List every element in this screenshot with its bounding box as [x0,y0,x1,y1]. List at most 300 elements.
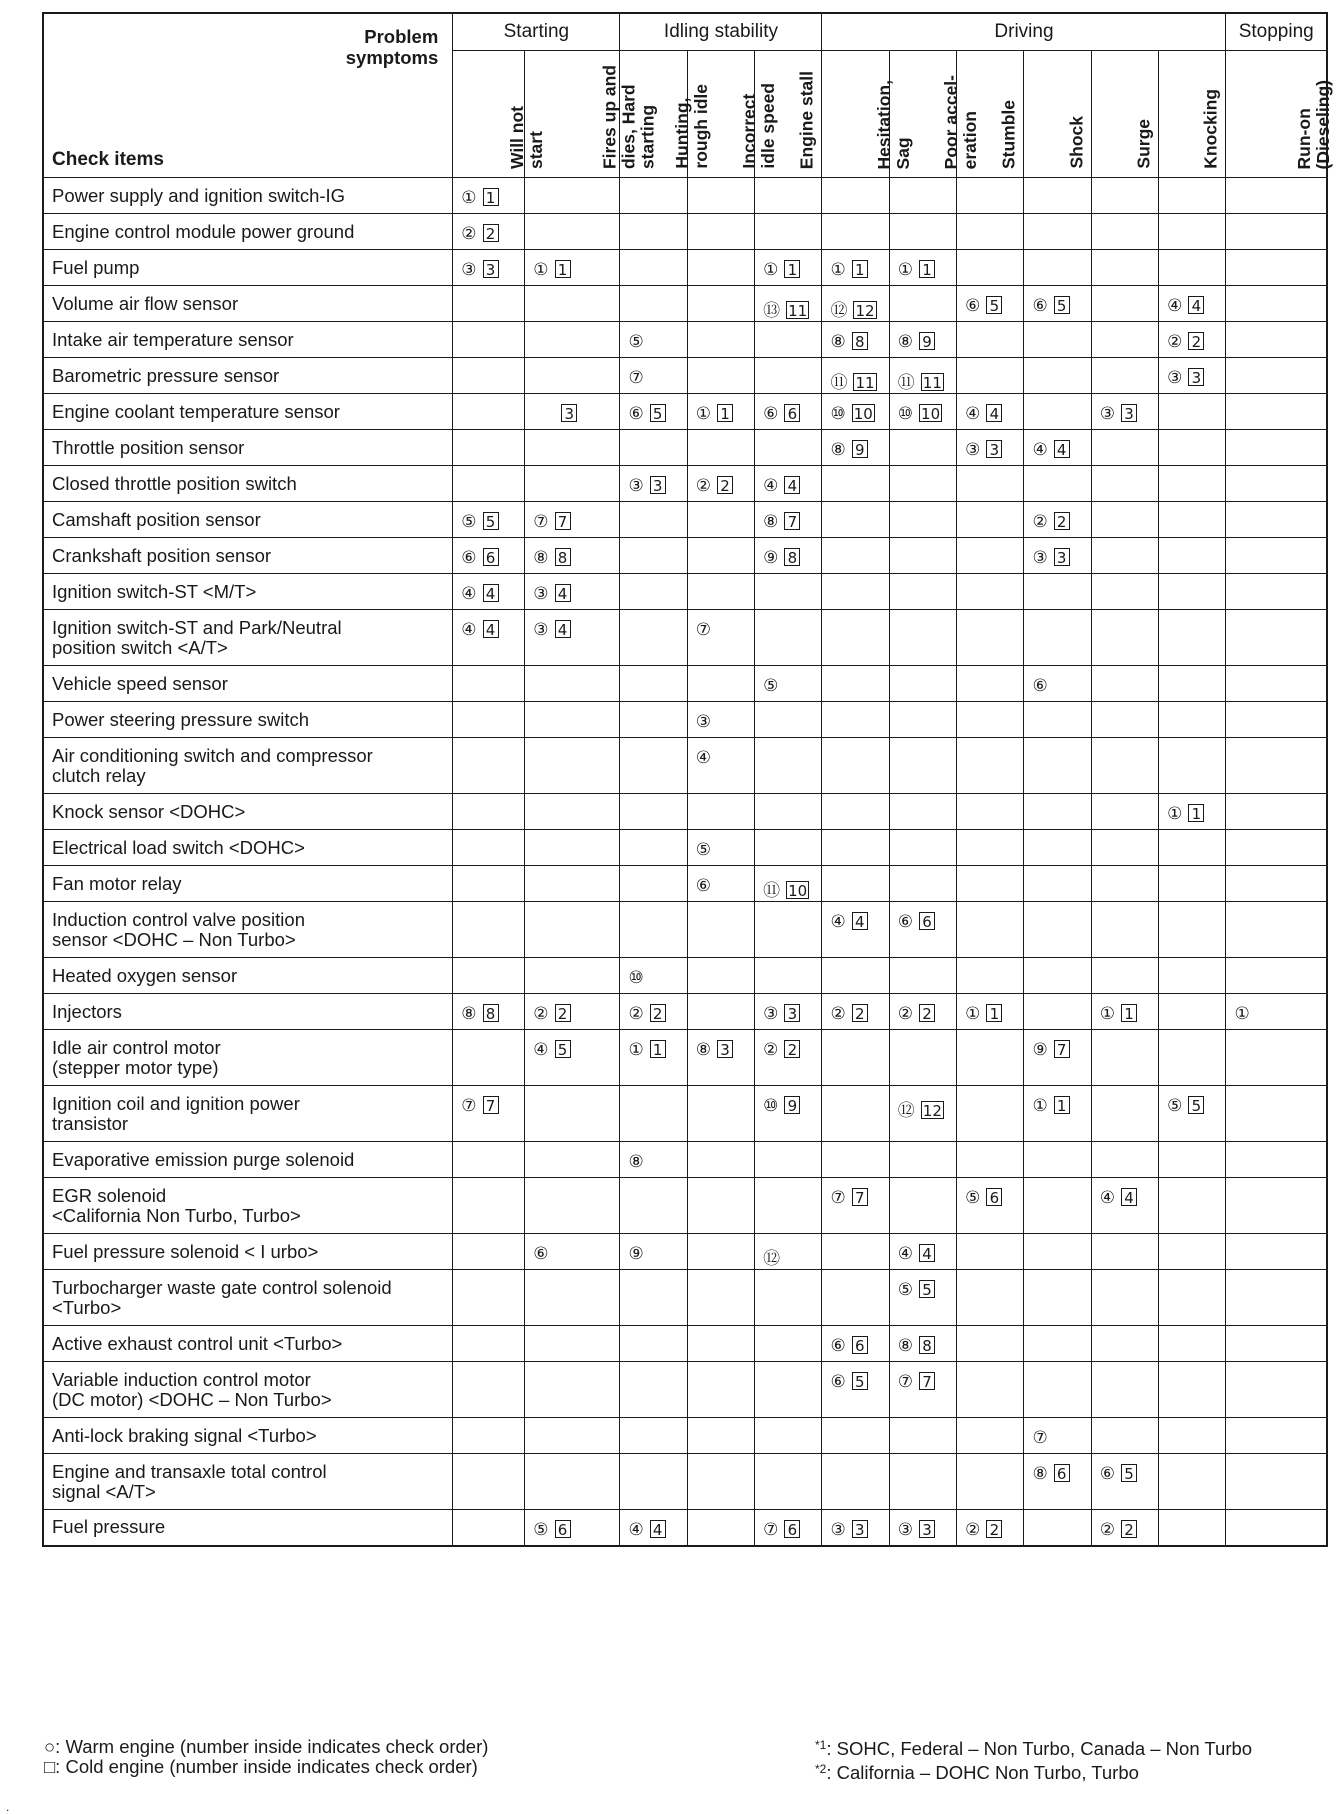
cold-order-mark: 12 [855,302,875,320]
warm-order-mark: ① [628,1040,644,1060]
check-order-cell [1091,322,1158,358]
check-order-cell [687,430,754,466]
check-order-cell [1024,702,1091,738]
symptom-label: Incorrect idle speed [738,83,778,169]
check-order-cell [889,466,956,502]
check-order-cell [525,178,620,214]
warm-order-mark: ⑤ [897,1280,914,1300]
check-item: Fuel pressure [43,1510,453,1546]
check-item: Fuel pressure solenoid < I urbo> [43,1234,453,1270]
warm-order-mark: ⑥ [830,1336,846,1356]
check-order-cell [525,866,620,902]
cold-order-mark: 7 [852,1188,868,1206]
matrix-body [43,178,1327,1546]
check-order-cell [957,1178,1024,1234]
symptom-check-matrix [42,12,1334,1547]
check-order-cell [1226,430,1327,466]
check-order-cell [1226,178,1327,214]
check-item: Volume air flow sensor [43,286,453,322]
table-row [43,214,1327,250]
cold-order-mark: 7 [483,1096,499,1114]
check-order-cell [620,794,687,830]
check-order-cell [1159,1418,1226,1454]
check-item: Vehicle speed sensor [43,666,453,702]
cold-order-mark: 2 [483,224,499,242]
warm-order-mark: ⑦ [830,1188,846,1208]
check-order-cell [1159,214,1226,250]
cold-order-mark: 3 [784,1004,800,1022]
warm-order-mark: ⑧ [830,440,846,460]
warm-order-mark: ④ [461,584,477,604]
check-order-cell [1226,610,1327,666]
check-order-cell [755,1178,822,1234]
check-order-cell [1226,1454,1327,1510]
check-item: EGR solenoid <California Non Turbo, Turbo> [43,1178,453,1234]
check-item: Power steering pressure switch [43,702,453,738]
check-order-cell [687,866,754,902]
check-order-cell [620,1326,687,1362]
cold-order-mark: 3 [717,1040,733,1058]
check-order-cell [889,1362,956,1418]
cold-order-mark: 4 [986,404,1002,422]
warm-order-mark: ⑥ [1032,296,1048,316]
check-order-cell [525,902,620,958]
check-order-cell [620,574,687,610]
check-order-cell [1091,1234,1158,1270]
table-row [43,322,1327,358]
symptom-header [755,51,822,178]
check-order-cell [1091,994,1158,1030]
warm-order-mark: ⑥ [897,912,914,932]
warm-order-mark: ③ [533,620,549,640]
check-order-cell [1226,902,1327,958]
check-order-cell [1226,1086,1327,1142]
check-order-cell [822,250,889,286]
check-item: Electrical load switch <DOHC> [43,830,453,866]
check-order-cell [1091,178,1158,214]
check-order-cell [822,1454,889,1510]
check-order-cell [755,1030,822,1086]
table-row [43,1326,1327,1362]
check-order-cell [687,1510,754,1546]
check-item: Camshaft position sensor [43,502,453,538]
check-item: Ignition switch-ST <M/T> [43,574,453,610]
warm-order-mark: ② [763,1040,779,1060]
check-order-cell [889,794,956,830]
check-order-cell [822,958,889,994]
check-order-cell [1159,574,1226,610]
check-order-cell [1226,1326,1327,1362]
check-order-cell [889,1142,956,1178]
cold-order-mark: 1 [852,260,868,278]
check-order-cell [755,394,822,430]
check-item: Engine coolant temperature sensor [43,394,453,430]
warm-order-mark: ③ [1167,368,1183,388]
warm-order-mark: ⑩ [897,404,914,424]
table-row [43,1362,1327,1418]
check-item: Variable induction control motor (DC motor) <DOHC – Non Turbo> [43,1362,453,1418]
check-order-cell [687,958,754,994]
check-item: Induction control valve position sensor <DOHC – Non Turbo> [43,902,453,958]
check-order-cell [453,1418,525,1454]
check-order-cell [687,358,754,394]
check-order-cell [525,538,620,574]
check-order-cell [687,1178,754,1234]
check-order-cell [822,322,889,358]
check-order-cell [620,1178,687,1234]
cold-order-mark: 1 [650,1040,666,1058]
cold-order-mark: 1 [784,260,800,278]
check-order-cell [1091,958,1158,994]
cold-order-mark: 6 [555,1520,571,1538]
check-order-cell [453,830,525,866]
warm-order-mark: ③ [628,476,644,496]
check-order-cell [525,214,620,250]
cold-order-mark: 1 [1121,1004,1137,1022]
check-order-cell [453,286,525,322]
check-order-cell [957,1086,1024,1142]
warm-order-mark: ⑨ [1032,1040,1048,1060]
check-order-cell [620,738,687,794]
check-order-cell [889,702,956,738]
check-order-cell [525,1418,620,1454]
check-order-cell [889,538,956,574]
warm-order-mark: ① [897,260,914,280]
check-order-cell [822,1510,889,1546]
check-order-cell [620,1362,687,1418]
check-order-cell [1024,902,1091,958]
check-order-cell [957,214,1024,250]
check-order-cell [822,538,889,574]
check-order-cell [525,286,620,322]
check-order-cell [620,358,687,394]
cold-order-mark: 4 [1188,296,1204,314]
check-order-cell [620,1418,687,1454]
symptom-label: Poor accel- eration [940,74,980,169]
header-corner-cell [43,13,453,178]
cold-order-mark: 1 [986,1004,1002,1022]
cold-order-mark: 4 [483,620,499,638]
cold-order-mark: 11 [855,374,875,392]
warm-order-mark: ⑧ [763,512,779,532]
warm-order-mark: ③ [897,1520,914,1540]
check-order-cell [889,1418,956,1454]
check-order-cell [620,1270,687,1326]
check-order-cell [1091,902,1158,958]
check-order-cell [1024,1142,1091,1178]
table-row [43,430,1327,466]
check-order-cell [755,322,822,358]
check-order-cell [957,322,1024,358]
check-item: Throttle position sensor [43,430,453,466]
cold-order-mark: 1 [717,404,733,422]
check-order-cell [755,466,822,502]
cold-order-mark: 5 [555,1040,571,1058]
warm-order-mark: ③ [1099,404,1116,424]
check-order-cell [1159,610,1226,666]
check-order-cell [620,994,687,1030]
check-order-cell [1024,1418,1091,1454]
check-order-cell [525,322,620,358]
check-order-cell [1226,466,1327,502]
check-order-cell [889,958,956,994]
check-order-cell [822,394,889,430]
check-order-cell [620,466,687,502]
cold-order-mark: 2 [1188,332,1204,350]
check-order-cell [755,666,822,702]
warm-order-mark: ① [1167,804,1183,824]
check-order-cell [1226,1142,1327,1178]
table-row [43,178,1327,214]
check-order-cell [525,610,620,666]
symptom-header [1226,51,1334,178]
check-order-cell [957,958,1024,994]
check-order-cell [525,574,620,610]
check-order-cell [620,958,687,994]
check-order-cell [687,738,754,794]
check-order-cell [1159,538,1226,574]
check-order-cell [822,1030,889,1086]
check-order-cell [889,1454,956,1510]
check-order-cell [755,178,822,214]
cold-order-mark: 4 [555,584,571,602]
check-order-cell [1024,1030,1091,1086]
check-order-cell [889,830,956,866]
check-order-cell [620,214,687,250]
check-order-cell [1226,322,1327,358]
table-row [43,1510,1327,1546]
check-order-cell [889,1086,956,1142]
check-order-cell [889,1234,956,1270]
symptom-label: Surge [1133,119,1154,169]
warm-order-mark: ⑤ [695,840,712,860]
symptom-label: Fires up and dies, Hard starting [599,64,658,169]
check-order-cell [453,666,525,702]
check-order-cell [822,794,889,830]
warm-order-mark: ④ [1099,1188,1116,1208]
warm-order-mark: ④ [628,1520,644,1540]
check-order-cell [1091,1178,1158,1234]
check-order-cell [1159,902,1226,958]
cold-order-mark: 5 [919,1280,935,1298]
footnote-1 [815,1735,1252,1759]
check-order-cell [889,322,956,358]
check-order-cell [620,666,687,702]
check-order-cell [755,574,822,610]
warm-order-mark: ⑤ [763,676,779,696]
warm-order-mark: ③ [965,440,981,460]
warm-order-mark: ④ [897,1244,914,1264]
check-order-cell [889,214,956,250]
check-order-cell [889,358,956,394]
warm-order-mark: ⑤ [628,332,644,352]
check-order-cell [1091,1362,1158,1418]
symptom-header [822,51,913,178]
cold-order-mark: 5 [650,404,666,422]
warm-order-mark: ⑤ [533,1520,549,1540]
check-order-cell [755,794,822,830]
warm-order-mark: ② [1167,332,1183,352]
check-order-cell [687,502,754,538]
table-row [43,1418,1327,1454]
check-order-cell [1159,430,1226,466]
warm-order-mark: ⑧ [695,1040,712,1060]
check-order-cell [755,738,822,794]
table-row [43,958,1327,994]
warm-order-mark: ④ [695,748,712,768]
check-order-cell [1226,1510,1327,1546]
check-order-cell [957,574,1024,610]
symptom-header [1091,51,1158,178]
symptom-label: Shock [1066,116,1087,169]
cold-order-mark: 8 [919,1336,935,1354]
check-order-cell [1226,358,1327,394]
warm-order-mark: ⑥ [695,876,712,896]
check-order-cell [620,1510,687,1546]
warm-order-mark: ① [830,260,846,280]
warm-order-mark: ⑥ [533,1244,549,1264]
check-item: Fuel pump [43,250,453,286]
warm-order-mark: ⑪ [830,373,848,393]
check-order-cell [1024,1086,1091,1142]
check-order-cell [525,994,620,1030]
symptom-header [957,51,1024,178]
check-order-cell [1024,1454,1091,1510]
check-item: Active exhaust control unit <Turbo> [43,1326,453,1362]
check-item: Barometric pressure sensor [43,358,453,394]
footnote-1-text: : SOHC, Federal – Non Turbo, Canada – Non Turbo [826,1738,1253,1759]
check-order-cell [1091,666,1158,702]
cold-order-mark: 9 [784,1096,800,1114]
check-order-cell [453,250,525,286]
check-order-cell [1091,574,1158,610]
check-order-cell [687,538,754,574]
check-order-cell [525,666,620,702]
table-row [43,1086,1327,1142]
cold-order-mark: 7 [1054,1040,1070,1058]
group-driving: Driving [822,13,1226,51]
symptom-header [525,51,658,178]
warm-order-mark: ⑥ [1099,1464,1116,1484]
check-order-cell [687,1086,754,1142]
check-order-cell [1091,866,1158,902]
check-order-cell [889,1326,956,1362]
table-row [43,666,1327,702]
check-order-cell [687,830,754,866]
check-order-cell [687,702,754,738]
warm-order-mark: ⑤ [1167,1096,1183,1116]
symptom-header [1159,51,1226,178]
check-order-cell [957,1234,1024,1270]
warm-order-mark: ⑩ [763,1096,779,1116]
check-order-cell [822,902,889,958]
check-order-cell [1091,1418,1158,1454]
warm-order-mark: ⑫ [897,1101,915,1121]
check-order-cell [957,610,1024,666]
symptom-header [687,51,778,178]
check-order-cell [957,1510,1024,1546]
check-order-cell [620,502,687,538]
table-row [43,394,1327,430]
check-order-cell [889,250,956,286]
check-order-cell [687,214,754,250]
check-order-cell [1159,1362,1226,1418]
check-order-cell [525,1142,620,1178]
check-order-cell [620,394,687,430]
check-order-cell [525,502,620,538]
check-order-cell [755,538,822,574]
check-item: Heated oxygen sensor [43,958,453,994]
check-order-cell [957,830,1024,866]
check-order-cell [822,430,889,466]
check-order-cell [525,1362,620,1418]
cold-order-mark: 4 [650,1520,666,1538]
check-order-cell [1226,394,1327,430]
check-order-cell [1091,794,1158,830]
check-order-cell [620,322,687,358]
check-order-cell [1091,1510,1158,1546]
check-order-cell [1024,178,1091,214]
check-order-cell [889,994,956,1030]
warm-order-mark: ③ [695,712,712,732]
check-order-cell [453,1234,525,1270]
check-order-cell [1159,702,1226,738]
cold-order-mark: 3 [919,1520,935,1538]
check-order-cell [957,466,1024,502]
table-row [43,610,1327,666]
table-row [43,1178,1327,1234]
check-order-cell [822,830,889,866]
check-order-cell [957,866,1024,902]
warm-order-mark: ⑨ [763,548,779,568]
table-row [43,866,1327,902]
check-order-cell [453,994,525,1030]
cold-order-mark: 5 [1054,296,1070,314]
check-order-cell [620,702,687,738]
check-item: Anti-lock braking signal <Turbo> [43,1418,453,1454]
warm-order-mark: ⑦ [628,368,644,388]
check-order-cell [1159,286,1226,322]
check-order-cell [957,1326,1024,1362]
check-order-cell [822,1418,889,1454]
check-order-cell [525,830,620,866]
check-order-cell [755,430,822,466]
check-order-cell [1226,286,1327,322]
check-order-cell [822,1178,889,1234]
check-item: Knock sensor <DOHC> [43,794,453,830]
check-order-cell [957,1030,1024,1086]
check-order-cell [453,358,525,394]
check-order-cell [957,358,1024,394]
check-order-cell [755,702,822,738]
check-order-cell [453,502,525,538]
table-row [43,1454,1327,1510]
check-order-cell [1159,994,1226,1030]
check-order-cell [1024,286,1091,322]
cold-order-mark: 3 [650,476,666,494]
check-order-cell [889,866,956,902]
check-order-cell [755,1326,822,1362]
check-order-cell [687,466,754,502]
warm-order-mark: ④ [1032,440,1048,460]
check-order-cell [1226,702,1327,738]
check-order-cell [453,1142,525,1178]
troubleshooting-chart [42,12,1334,1547]
warm-order-mark: ⑦ [533,512,549,532]
check-order-cell [1091,702,1158,738]
symptom-label: Stumble [998,99,1019,169]
check-order-cell [755,1270,822,1326]
